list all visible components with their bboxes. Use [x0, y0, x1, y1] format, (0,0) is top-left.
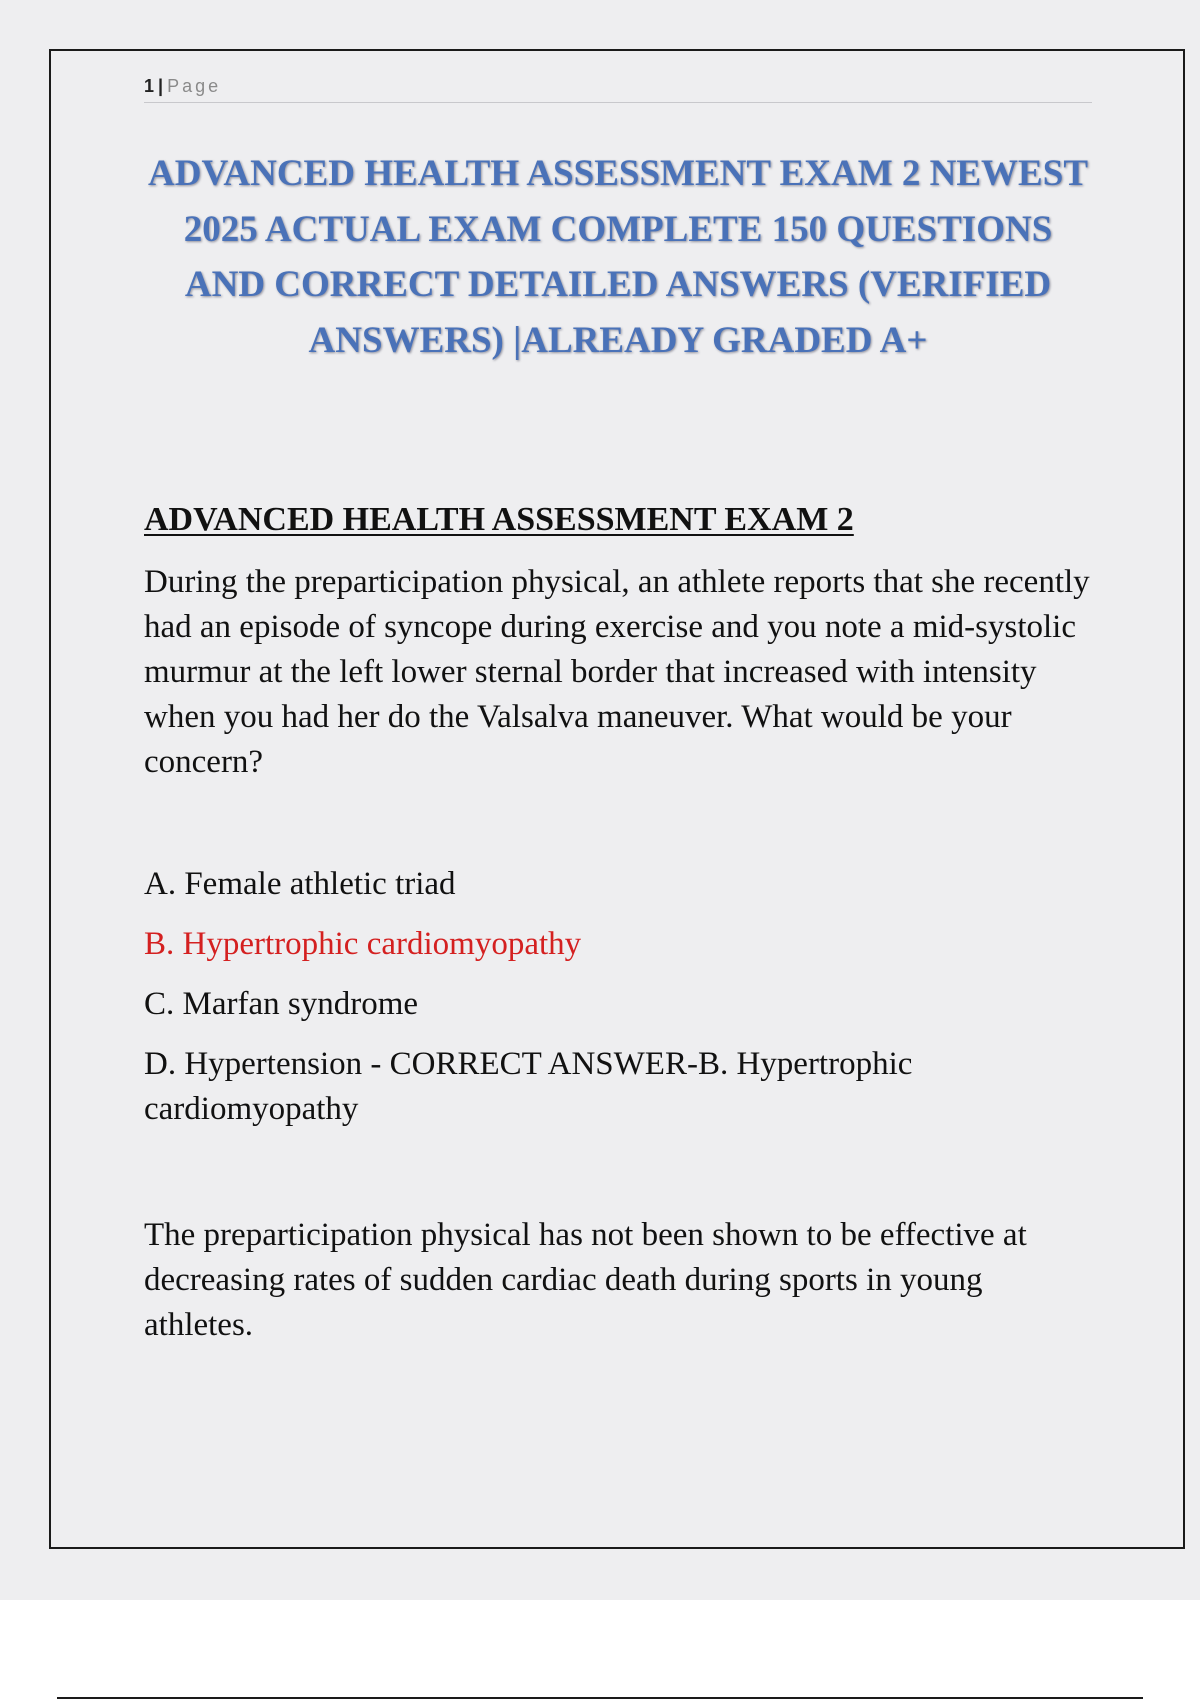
page-number: 1: [144, 76, 155, 96]
document-title: ADVANCED HEALTH ASSESSMENT EXAM 2 NEWEST 2025 ACTUAL EXAM COMPLETE 150 QUESTIONS AND CORRECT DETAILED ANSWERS (VERIFIED ANSWERS) |ALREADY GRADED A+: [148, 153, 1088, 361]
answer-option-b-correct: B. Hypertrophic cardiomyopathy: [144, 926, 582, 962]
answer-options: [144, 862, 1092, 1147]
next-page-border: [57, 1697, 1143, 1699]
question-text: During the preparticipation physical, an athlete reports that she recently had an episode of syncope during exercise and you note a mid-systolic murmur at the left lower sternal border that increased with intensity when you had her do the Valsalva maneuver. What would be your concern?: [144, 564, 1090, 780]
section-heading: ADVANCED HEALTH ASSESSMENT EXAM 2: [144, 501, 854, 538]
answer-option-a: A. Female athletic triad: [144, 866, 456, 902]
page-separator: |: [158, 76, 164, 96]
page-label: Page: [167, 76, 222, 96]
answer-option-d-with-answer-key: D. Hypertension - CORRECT ANSWER-B. Hypertrophic cardiomyopathy: [144, 1046, 913, 1127]
rationale-note: The preparticipation physical has not been shown to be effective at decreasing rates of sudden cardiac death during sports in young athletes.: [144, 1217, 1027, 1343]
answer-option-c: C. Marfan syndrome: [144, 986, 419, 1022]
page-header: [144, 74, 1092, 103]
